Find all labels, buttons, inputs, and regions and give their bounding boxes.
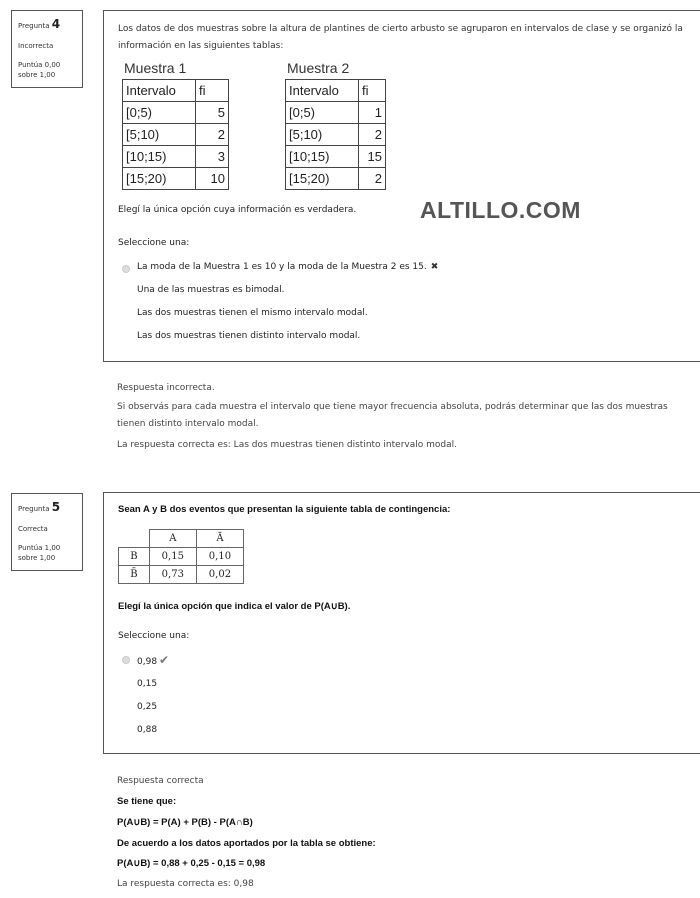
row-label: B [119, 548, 150, 566]
question-grade [18, 543, 76, 564]
question-state: Incorrecta [18, 42, 54, 50]
question-instruction: Elegí la única opción cuya información es verdadera. [118, 205, 357, 215]
feedback-status: Respuesta correcta [117, 776, 204, 786]
question-grade [18, 60, 76, 81]
fi-cell: 10 [196, 168, 229, 190]
radio-option-1[interactable] [122, 656, 130, 664]
question-text: Los datos de dos muestras sobre la altura de plantines de cierto arbusto se agruparon en intervalos de clase y se organizó la información en las siguientes tablas: [118, 24, 683, 52]
option-4[interactable]: 0,88 [137, 725, 158, 735]
option-2[interactable]: 0,15 [137, 679, 158, 689]
question-number-value: 5 [51, 500, 61, 514]
table-corner [119, 530, 150, 548]
feedback-5 [117, 772, 687, 895]
interval-cell: [10;15) [286, 146, 359, 168]
feedback-correct: La respuesta correcta es: 0,98 [117, 879, 254, 890]
fi-cell: 15 [359, 146, 386, 168]
option-3[interactable]: Las dos muestras tienen el mismo intervalo modal. [137, 308, 368, 318]
feedback-line: P(A∪B) = 0,88 + 0,25 - 0,15 = 0,98 [117, 858, 266, 870]
incorrect-icon: ✖ [430, 262, 439, 272]
option-1[interactable] [137, 262, 438, 272]
question-number-prefix: Pregunta [18, 22, 50, 30]
cell: 0,02 [196, 566, 243, 584]
check-icon: ✔ [159, 653, 170, 667]
interval-cell: [0;5) [123, 102, 196, 124]
fi-cell: 2 [359, 168, 386, 190]
sample1-title: Muestra 1 [124, 60, 187, 76]
question-number-prefix: Pregunta [18, 505, 50, 513]
sample2-table [285, 79, 386, 190]
question-number [18, 498, 76, 516]
col-interval: Intervalo [286, 80, 359, 102]
question-text: Sean A y B dos eventos que presentan la siguiente tabla de contingencia: [118, 504, 451, 515]
question-info-4 [11, 10, 83, 88]
col-fi: fi [196, 80, 229, 102]
cell: 0,10 [196, 548, 243, 566]
question-state: Correcta [18, 525, 48, 533]
option-1[interactable] [137, 653, 169, 667]
feedback-4 [117, 380, 687, 454]
feedback-correct: La respuesta correcta es: Las dos muestras tienen distinto intervalo modal. [117, 440, 457, 451]
grade-line-2: sobre 1,00 [18, 71, 56, 79]
col-interval: Intervalo [123, 80, 196, 102]
sample2-title: Muestra 2 [287, 60, 350, 76]
question-number [18, 15, 76, 33]
fi-cell: 1 [359, 102, 386, 124]
fi-cell: 2 [359, 124, 386, 146]
interval-cell: [5;10) [286, 124, 359, 146]
question-instruction: Elegí la única opción que indica el valor de P(A∪B). [118, 601, 351, 612]
fi-cell: 2 [196, 124, 229, 146]
watermark: ALTILLO.COM [420, 197, 581, 223]
row-label: B̄ [119, 566, 150, 584]
question-info-5 [11, 493, 83, 571]
grade-line-1: Puntúa 0,00 [18, 60, 61, 69]
feedback-hint: Si observás para cada muestra el intervalo que tiene mayor frecuencia absoluta, podrás determinar que las dos muestras tienen distinto intervalo modal. [117, 402, 668, 430]
interval-cell: [15;20) [123, 168, 196, 190]
interval-cell: [5;10) [123, 124, 196, 146]
option-label: La moda de la Muestra 1 es 10 y la moda de la Muestra 2 es 15. [137, 262, 427, 272]
option-3[interactable]: 0,25 [137, 702, 158, 712]
option-2[interactable]: Una de las muestras es bimodal. [137, 285, 285, 295]
select-label: Seleccione una: [118, 238, 190, 248]
fi-cell: 3 [196, 146, 229, 168]
interval-cell: [10;15) [123, 146, 196, 168]
feedback-line: Se tiene que: [117, 795, 177, 807]
option-4[interactable]: Las dos muestras tienen distinto intervalo modal. [137, 331, 361, 341]
cell: 0,73 [149, 566, 196, 584]
grade-line-1: Puntúa 1,00 [18, 543, 61, 552]
feedback-status: Respuesta incorrecta. [117, 383, 215, 393]
header-a: A [149, 530, 196, 548]
cell: 0,15 [149, 548, 196, 566]
col-fi: fi [359, 80, 386, 102]
radio-option-1[interactable] [122, 265, 130, 273]
grade-line-2: sobre 1,00 [18, 554, 56, 562]
question-number-value: 4 [51, 17, 61, 31]
question-box-4 [103, 10, 700, 362]
interval-cell: [15;20) [286, 168, 359, 190]
feedback-line: P(A∪B) = P(A) + P(B) - P(A∩B) [117, 816, 253, 828]
sample1-table [122, 79, 229, 190]
fi-cell: 5 [196, 102, 229, 124]
option-label: 0,98 [137, 657, 158, 667]
select-label: Seleccione una: [118, 631, 190, 641]
feedback-line: De acuerdo a los datos aportados por la tabla se obtiene: [117, 837, 376, 849]
question-box-5 [103, 492, 700, 754]
interval-cell: [0;5) [286, 102, 359, 124]
contingency-table [118, 529, 244, 584]
header-a-bar: Ā [196, 530, 243, 548]
